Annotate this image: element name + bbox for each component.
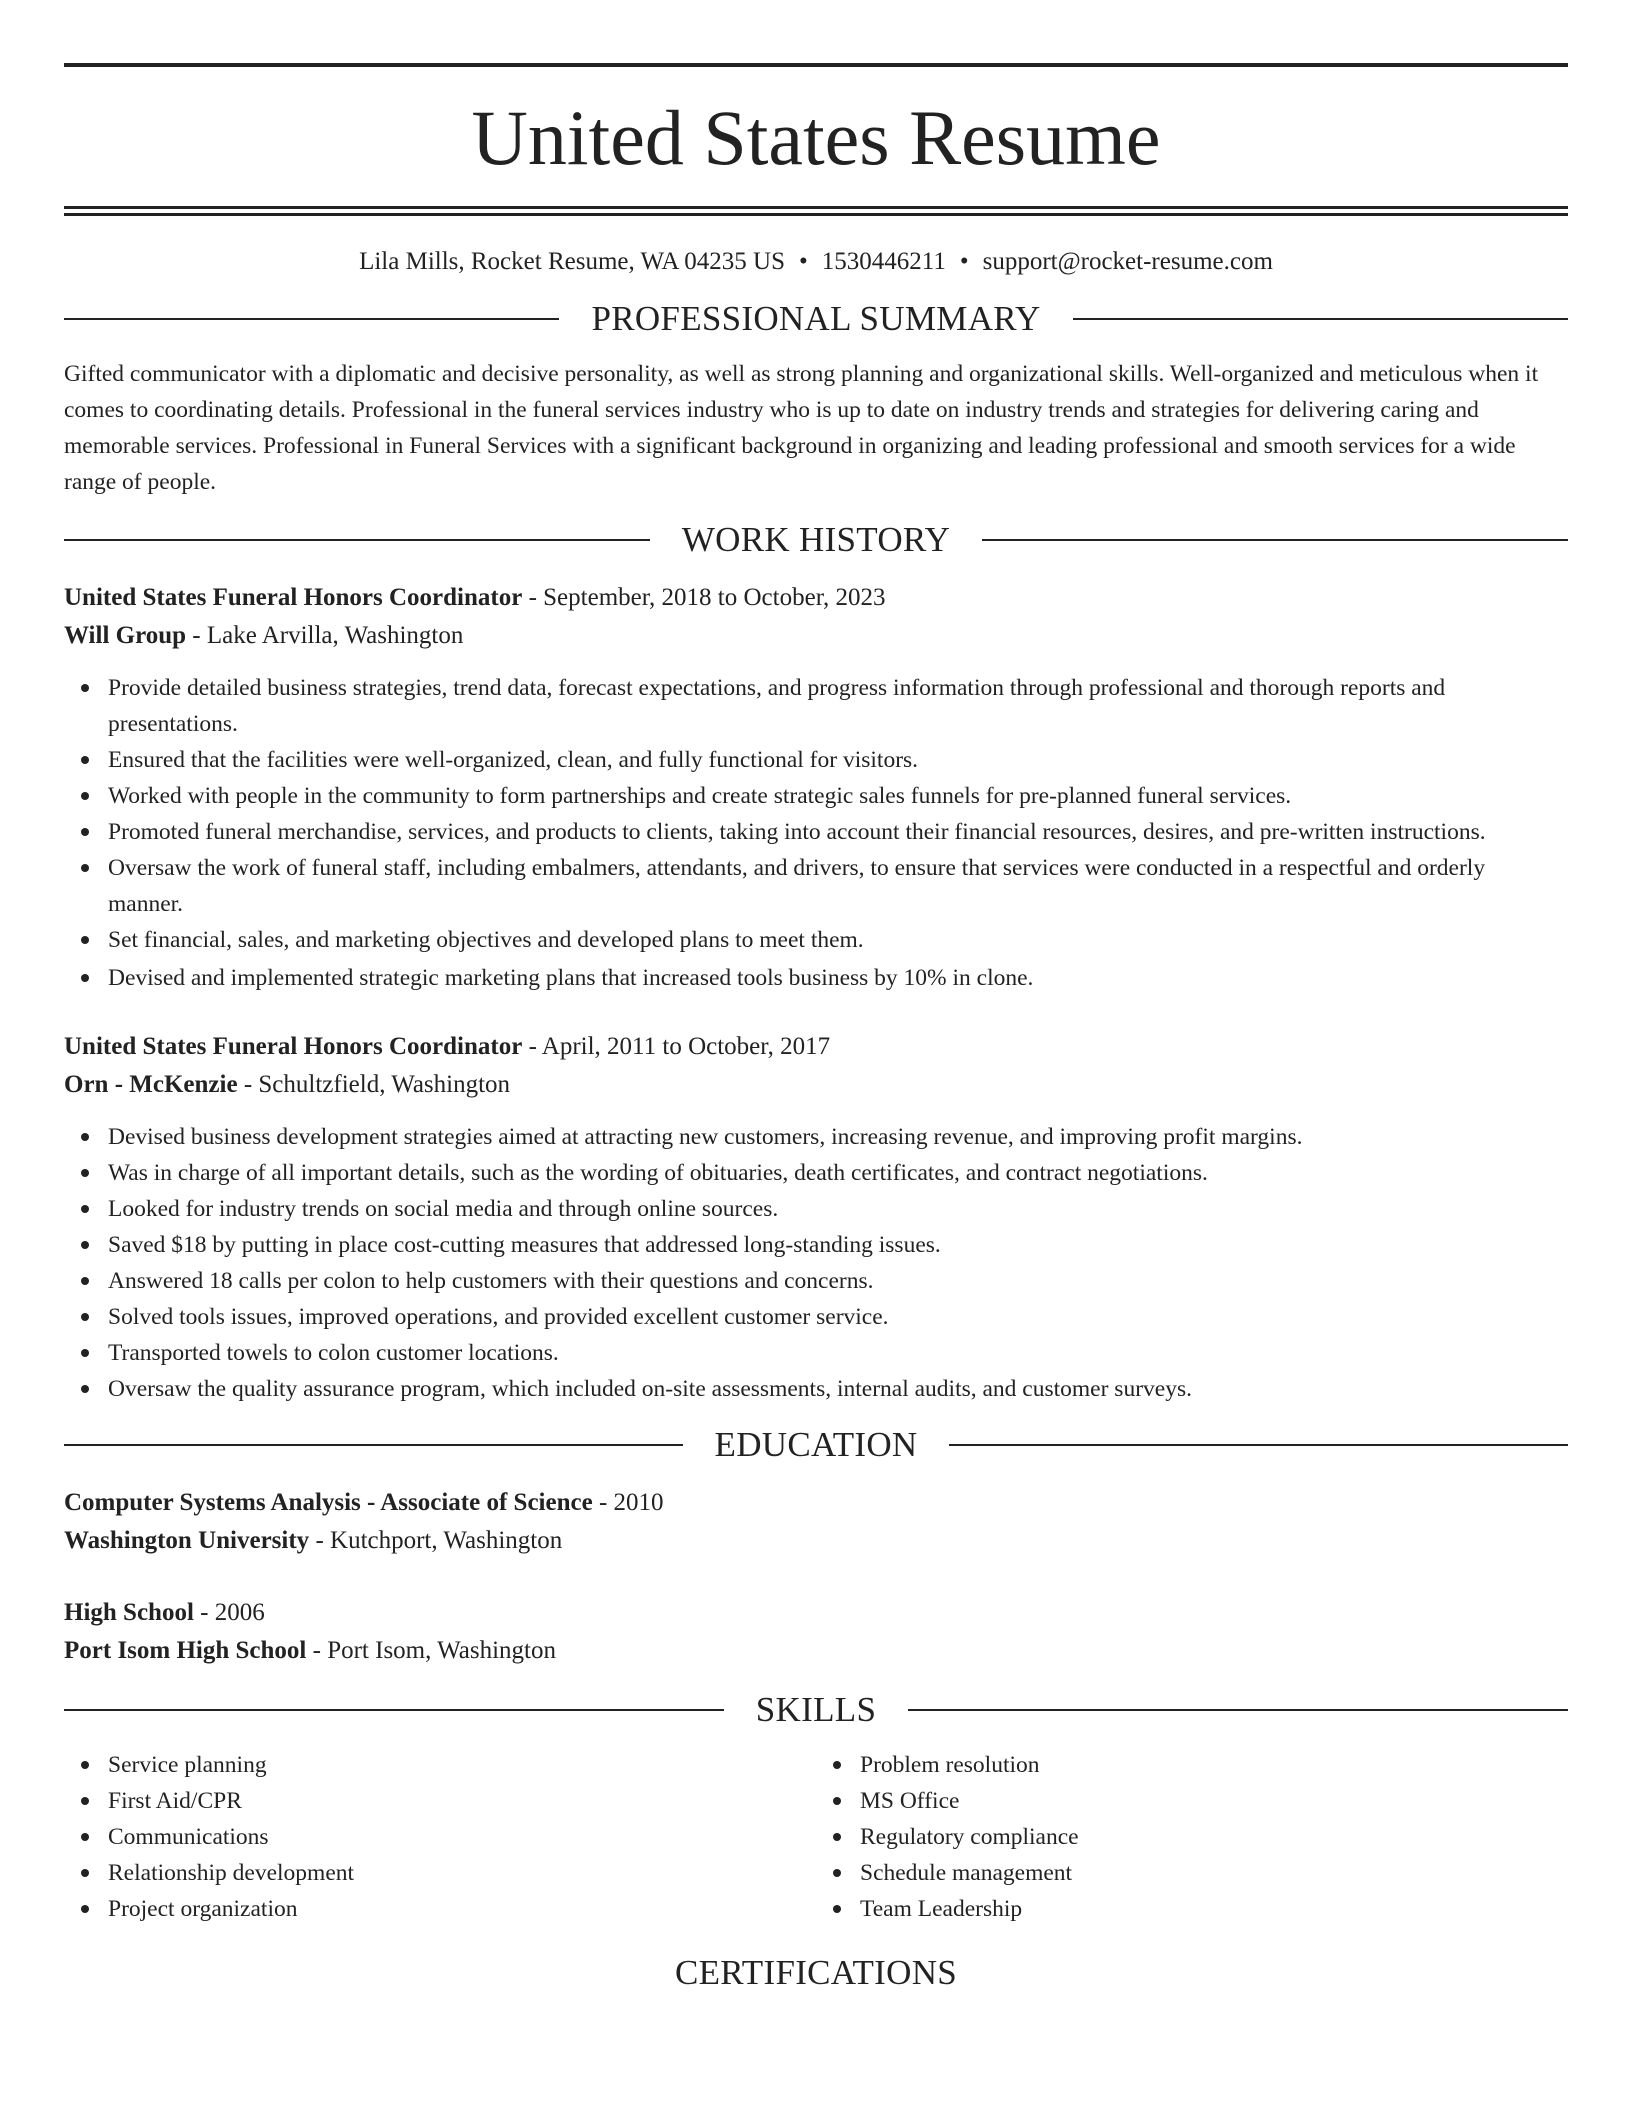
job-company: Will Group [64,622,187,649]
skills-grid [64,1747,1568,1927]
degree-row [64,1484,1568,1522]
job-company-row [64,1066,1568,1104]
school-location: - Kutchport, Washington [309,1527,563,1554]
school-row [64,1632,1568,1670]
contact-separator: • [799,248,808,275]
degree-row [64,1594,1568,1632]
job-title: United States Funeral Honors Coordinator [64,584,523,611]
degree-year: - 2010 [592,1489,664,1516]
list-item: Ensured that the facilities were well-organized, clean, and fully functional for visitors. [108,742,1568,778]
degree: High School [64,1599,194,1626]
education-entry [64,1594,1568,1670]
school: Washington University [64,1527,310,1554]
skills-list-left [64,1747,816,1927]
education-entry [64,1484,1568,1560]
heading-rule-right [908,1709,1568,1711]
skills-heading: SKILLS [755,1690,877,1729]
job-title-row [64,1028,1568,1066]
job-entry [64,579,1568,996]
skill-item: Project organization [108,1891,816,1927]
skill-item: First Aid/CPR [108,1783,816,1819]
heading-rule-left [64,318,559,320]
list-item: Promoted funeral merchandise, services, and products to clients, taking into account their financial resources, desires, and pre-written instructions. [108,814,1568,850]
skill-item: Regulatory compliance [860,1819,1568,1855]
heading-rule-right [982,539,1568,541]
list-item: Set financial, sales, and marketing objectives and developed plans to meet them. [108,922,1568,958]
skill-item: MS Office [860,1783,1568,1819]
summary-section-heading [64,299,1568,339]
list-item: Oversaw the work of funeral staff, including embalmers, attendants, and drivers, to ensure that services were conducted in a respectful and orderly manner. [108,850,1568,922]
certifications-section-heading [64,1953,1568,1993]
list-item: Transported towels to colon customer locations. [108,1335,1568,1371]
contact-email: support@rocket-resume.com [982,248,1273,275]
degree: Computer Systems Analysis - Associate of Science [64,1489,593,1516]
list-item: Was in charge of all important details, such as the wording of obituaries, death certificates, and contract negotiations. [108,1155,1568,1191]
school-row [64,1522,1568,1560]
list-item: Saved $18 by putting in place cost-cutting measures that addressed long-standing issues. [108,1227,1568,1263]
skill-item: Schedule management [860,1855,1568,1891]
heading-rule-right [1073,318,1568,320]
skills-section-heading [64,1690,1568,1730]
job-duties-list [64,670,1568,996]
list-item: Worked with people in the community to form partnerships and create strategic sales funnels for pre-planned funeral services. [108,778,1568,814]
contact-separator: • [959,248,969,275]
summary-heading: PROFESSIONAL SUMMARY [591,299,1041,338]
heading-rule-left [64,1444,683,1446]
contact-phone: 1530446211 [821,248,946,275]
job-location: - Lake Arvilla, Washington [186,622,464,649]
education-section-heading [64,1425,1568,1465]
job-location: - Schultzfield, Washington [237,1071,511,1098]
job-entry [64,1028,1568,1407]
job-title-row [64,579,1568,617]
skill-item: Relationship development [108,1855,816,1891]
job-company-row [64,617,1568,655]
work-section-heading [64,520,1568,560]
work-heading: WORK HISTORY [681,520,951,559]
list-item: Devised business development strategies aimed at attracting new customers, increasing revenue, and improving profit margins. [108,1119,1568,1155]
list-item: Provide detailed business strategies, trend data, forecast expectations, and progress information through professional and thorough reports and presentations. [108,670,1568,742]
education-heading: EDUCATION [714,1425,918,1464]
skill-item: Communications [108,1819,816,1855]
heading-rule-right [949,1444,1568,1446]
heading-rule-left [64,539,650,541]
job-duties-list [64,1119,1568,1407]
job-dates: - September, 2018 to October, 2023 [522,584,886,611]
list-item: Answered 18 calls per colon to help customers with their questions and concerns. [108,1263,1568,1299]
heading-rule-left [64,1709,724,1711]
list-item: Solved tools issues, improved operations, and provided excellent customer service. [108,1299,1568,1335]
list-item: Looked for industry trends on social media and through online sources. [108,1191,1568,1227]
job-title: United States Funeral Honors Coordinator [64,1033,523,1060]
resume-page [64,0,1568,1993]
summary-text: Gifted communicator with a diplomatic and decisive personality, as well as strong planning and organizational skills. Well-organized and meticulous when it comes to coordinating details. Professional in the funeral services industry who is up to date on industry trends and strategies for delivering caring and memorable services. Professional in Funeral Services with a significant background in organizing and leading professional and smooth services for a wide range of people. [64,361,1539,495]
resume-title: United States Resume [471,94,1161,181]
title-double-rule [64,206,1568,216]
skill-item: Problem resolution [860,1747,1568,1783]
list-item: Devised and implemented strategic marketing plans that increased tools business by 10% in clone. [108,960,1568,996]
degree-year: - 2006 [193,1599,265,1626]
skills-list-right [816,1747,1568,1927]
contact-address: Lila Mills, Rocket Resume, WA 04235 US [359,248,785,275]
skill-item: Service planning [108,1747,816,1783]
job-company: Orn - McKenzie [64,1071,238,1098]
top-rule [64,63,1568,67]
contact-line [64,247,1568,277]
school: Port Isom High School [64,1637,307,1664]
list-item: Oversaw the quality assurance program, which included on-site assessments, internal audits, and customer surveys. [108,1371,1568,1407]
school-location: - Port Isom, Washington [306,1637,556,1664]
job-dates: - April, 2011 to October, 2017 [522,1033,831,1060]
skill-item: Team Leadership [860,1891,1568,1927]
certifications-heading: CERTIFICATIONS [674,1953,958,1992]
